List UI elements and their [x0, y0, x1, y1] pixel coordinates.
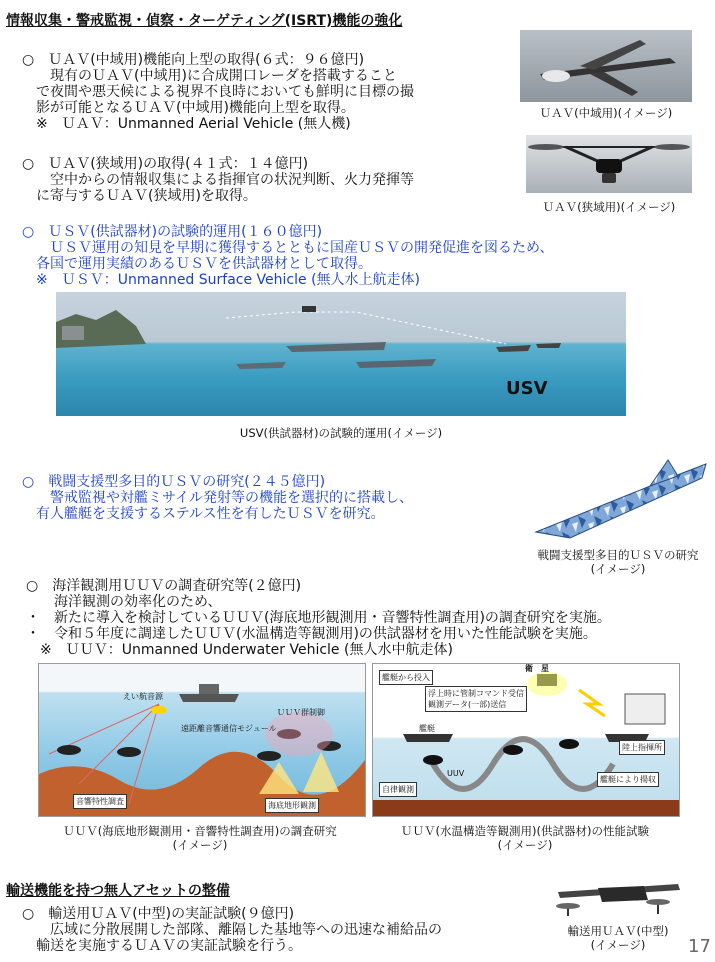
section-title-transport: 輸送機能を持つ無人アセットの整備: [6, 883, 230, 899]
uav-narrow-text: [22, 156, 414, 204]
text-line: ○ ＵＳＶ(供試器材)の試験的運用(１６０億円): [22, 224, 323, 240]
caption-line: ＵＵＶ(海底地形観測用・音響特性調査用)の調査研究: [63, 824, 337, 838]
caption-line: 戦闘支援型多目的ＵＳＶの研究: [537, 548, 699, 562]
stealth-usv-icon: [530, 452, 710, 542]
text-line: 影が可能となるＵＡＶ(中域用)機能向上型を取得。: [22, 100, 355, 116]
transport-uav-image: [548, 870, 688, 920]
text-line: ・ 新たに導入を検討しているＵＵＶ(海底地形観測用・音響特性調査用)の調査研究を実施。: [26, 610, 611, 626]
diagram-label: UUV: [447, 769, 465, 778]
transport-drone-icon: [548, 870, 688, 920]
text-line: ※ ＵＳＶ：Unmanned Surface Vehicle (無人水上航走体): [22, 272, 420, 288]
diagram-label: 遠距離音響通信モジュール: [181, 724, 277, 733]
caption-line: 輸送用ＵＡＶ(中型): [567, 924, 669, 938]
diagram-label: 海底地形観測: [265, 798, 319, 813]
usv-trial-caption: USV(供試器材)の試験的運用(イメージ): [239, 426, 443, 440]
uav-narrow-caption: ＵＡＶ(狭域用)(イメージ): [542, 200, 676, 214]
diagram-label: 陸上指揮所: [619, 740, 665, 755]
text-line: ○ ＵＡＶ(狭域用)の取得(４１式：１４億円): [22, 156, 309, 172]
text-line: ○ 海洋観測用ＵＵＶの調査研究等(２億円): [26, 578, 302, 594]
text-line: ※ ＵＵＶ：Unmanned Underwater Vehicle (無人水中航走体): [26, 642, 453, 658]
page-number: 17: [688, 936, 711, 957]
text-line: ＵＳＶ運用の知見を早期に獲得するとともに国産ＵＳＶの開発促進を図るため、: [22, 240, 554, 256]
diagram-label: えい航音源: [123, 692, 163, 701]
caption-line: (イメージ): [590, 938, 646, 952]
text-line: 輸送を実施するＵＡＶの実証試験を行う。: [22, 938, 302, 954]
caption-line: (イメージ): [497, 838, 553, 852]
text-line: に寄与するＵＡＶ(狭域用)を取得。: [22, 188, 257, 204]
caption-line: ＵＵＶ(水温構造等観測用)(供試器材)の性能試験: [401, 824, 649, 838]
diagram-label: 浮上時に管制コマンド受信 観測データ(一部)送信: [425, 686, 527, 712]
text-line: で夜間や悪天候による視界不良時においても鮮明に目標の撮: [22, 84, 414, 100]
diagram-label: 自律観測: [379, 782, 417, 797]
uav-mid-caption: ＵＡＶ(中域用)(イメージ): [539, 106, 673, 120]
uav-mid-text: [22, 52, 414, 132]
text-line: ※ ＵＡＶ：Unmanned Aerial Vehicle (無人機): [22, 116, 351, 132]
transport-text: [22, 906, 442, 954]
usv-image-label: USV: [506, 378, 548, 399]
caption-line: (イメージ): [172, 838, 228, 852]
uuv-text: [26, 578, 611, 658]
usv-combat-text: [22, 474, 413, 522]
uuv-left-diagram: [38, 663, 366, 817]
section-title-isrt: 情報収集・警戒監視・偵察・ターゲティング(ISRT)機能の強化: [6, 13, 403, 29]
usv-trial-text: [22, 224, 553, 288]
uav-narrow-image: [526, 135, 692, 193]
usv-combat-image: [530, 452, 710, 542]
usv-combat-caption: [522, 548, 714, 576]
uav-mid-image: [520, 30, 692, 102]
text-line: 現有のＵＡＶ(中域用)に合成開口レーダを搭載すること: [22, 68, 397, 84]
text-line: ・ 令和５年度に調達したＵＵＶ(水温構造等観測用)の供試器材を用いた性能試験を実施。: [26, 626, 597, 642]
transport-caption: [548, 924, 688, 952]
caption-line: (イメージ): [590, 562, 646, 576]
text-line: 海洋観測の効率化のため、: [26, 594, 222, 610]
text-line: 空中からの情報収集による指揮官の状況判断、火力発揮等: [22, 172, 414, 188]
text-line: 有人艦艇を支援するステルス性を有したＵＳＶを研究。: [22, 506, 385, 522]
diagram-label: 衛 星: [525, 664, 549, 673]
uav-mid-drone-icon: [520, 30, 692, 102]
diagram-label: 艦艇から投入: [379, 670, 433, 685]
uuv-right-diagram: [372, 663, 680, 817]
text-line: ○ ＵＡＶ(中域用)機能向上型の取得(６式：９６億円): [22, 52, 365, 68]
usv-trial-image: [56, 292, 626, 416]
diagram-label: 音響特性調査: [73, 794, 127, 809]
quadcopter-icon: [526, 135, 692, 193]
text-line: 広域に分散展開した部隊、離隔した基地等への迅速な補給品の: [22, 922, 442, 938]
text-line: ○ 輸送用ＵＡＶ(中型)の実証試験(９億円): [22, 906, 295, 922]
diagram-label: 艦艇により揚収: [597, 772, 659, 787]
uuv-left-caption: [30, 824, 370, 852]
diagram-label: 艦艇: [419, 724, 435, 733]
uuv-right-caption: [372, 824, 678, 852]
text-line: 各国で運用実績のあるＵＳＶを供試器材として取得。: [22, 256, 372, 272]
diagram-label: ＵＵＶ群制御: [277, 708, 325, 717]
text-line: 警戒監視や対艦ミサイル発射等の機能を選択的に搭載し、: [22, 490, 414, 506]
text-line: ○ 戦闘支援型多目的ＵＳＶの研究(２４５億円): [22, 474, 326, 490]
